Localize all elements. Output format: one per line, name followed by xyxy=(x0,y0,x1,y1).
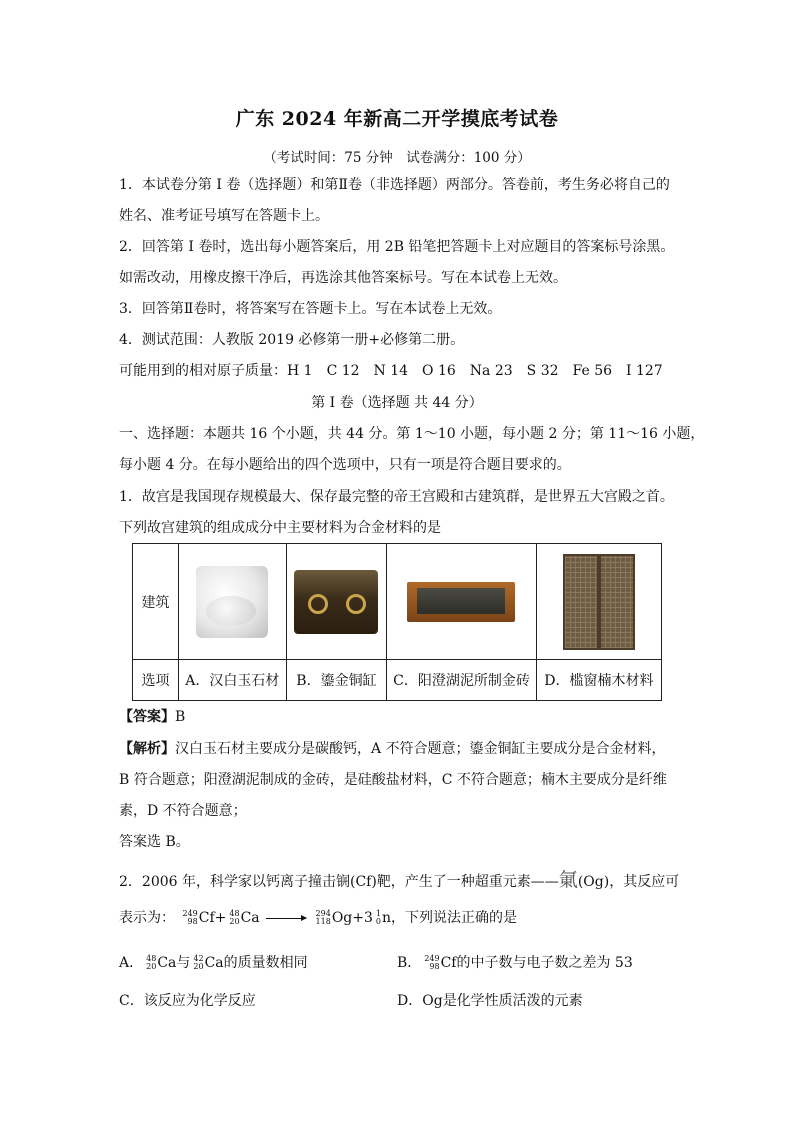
q2-option-a xyxy=(119,952,308,972)
q2-stem-text: ，下列说法正确的是 xyxy=(391,910,518,926)
mass-number: 48 xyxy=(146,954,157,963)
element-symbol: Og xyxy=(331,910,353,926)
q1-stem: 下列故宫建筑的组成成分中主要材料为合金材料的是 xyxy=(119,520,441,536)
q1-stem: 1．故宫是我国现存规模最大、保存最完整的帝王宫殿和古建筑群，是世界五大宫殿之首。 xyxy=(119,489,674,505)
lattice-window-image xyxy=(563,554,635,650)
vat-handle-ring xyxy=(346,594,366,614)
option-d: D．槛窗楠木材料 xyxy=(536,660,661,701)
atomic-number: 20 xyxy=(193,962,204,971)
option-letter: A． xyxy=(119,955,144,971)
mass-number: 249 xyxy=(182,909,198,918)
q2-stem-text: 表示为： xyxy=(119,910,175,926)
option-text: 的质量数相同 xyxy=(223,955,308,971)
nuclide xyxy=(146,955,176,971)
instruction-line: 3．回答第Ⅱ卷时，将答案写在答题卡上。写在本试卷上无效。 xyxy=(119,301,502,317)
option-letter: D． xyxy=(397,993,423,1009)
mass-number: 42 xyxy=(193,954,204,963)
answer-value: B xyxy=(175,709,186,725)
answer-label: 【答案】 xyxy=(119,709,175,725)
section-intro: 一、选择题：本题共 16 个小题，共 44 分。第 1～10 小题，每小题 2 分；第 11～16 小题， xyxy=(119,426,705,442)
row-label-option: 选项 xyxy=(133,660,179,701)
element-symbol: Ca xyxy=(204,955,224,971)
atomic-number: 118 xyxy=(315,917,331,926)
nuclide-og xyxy=(316,908,353,928)
element-symbol: n xyxy=(382,910,392,926)
nuclide-cf xyxy=(182,908,214,928)
instruction-line: 1．本试卷分第 I 卷（选择题）和第Ⅱ卷（非选择题）两部分。答卷前，考生务必将自己的 xyxy=(119,177,670,193)
element-symbol: Og xyxy=(422,993,443,1009)
section-heading: 第 I 卷（选择题 共 44 分） xyxy=(311,395,483,411)
option-text: 与 xyxy=(176,955,191,971)
vat-handle-ring xyxy=(308,594,328,614)
neutron-coefficient: 3 xyxy=(364,910,373,926)
element-symbol: Ca xyxy=(157,955,177,971)
q2-option-d xyxy=(397,990,583,1010)
q1-conclusion: 答案选 B。 xyxy=(119,834,190,850)
gold-brick-image xyxy=(407,582,515,622)
q1-analysis-line: 素，D 不符合题意； xyxy=(119,803,247,819)
gilded-bronze-vat-image xyxy=(294,570,378,634)
instruction-line: 姓名、准考证号填写在答题卡上。 xyxy=(119,208,329,224)
option-c: C．阳澄湖泥所制金砖 xyxy=(387,660,537,701)
mass-number: 48 xyxy=(229,909,240,918)
q2-stem-text: 2．2006 年，科学家以钙离子撞击锎(Cf)靶，产生了一种超重元素—— xyxy=(119,874,559,890)
instruction-line: 如需改动，用橡皮擦干净后，再选涂其他答案标号。写在本试卷上无效。 xyxy=(119,270,567,286)
q2-reaction-line: 表示为： 249 98 Cf+ 48 20 Ca 294 118 Og+3 1 0 n，下列说法正确的是 xyxy=(119,909,518,926)
analysis-text: 汉白玉石材主要成分是碳酸钙，A 不符合题意；鎏金铜缸主要成分是合金材料， xyxy=(175,741,666,757)
analysis-label: 【解析】 xyxy=(119,741,175,757)
marble-lion-image xyxy=(196,566,268,638)
instruction-line: 4．测试范围：人教版 2019 必修第一册+必修第二册。 xyxy=(119,332,465,348)
q1-answer xyxy=(119,707,679,727)
nuclide-n xyxy=(376,908,391,928)
option-a: A．汉白玉石材 xyxy=(178,660,286,701)
atomic-number: 98 xyxy=(187,917,198,926)
q1-analysis-line: B 符合题意；阳澄湖泥制成的金砖，是硅酸盐材料，C 不符合题意；楠木主要成分是纤维 xyxy=(119,772,667,788)
mass-number: 249 xyxy=(424,954,440,963)
nuclide xyxy=(424,955,456,971)
mass-number: 1 xyxy=(375,909,382,918)
nuclide-ca xyxy=(229,908,259,928)
nuclide xyxy=(193,955,223,971)
q2-stem-text: (Og)，其反应可 xyxy=(577,874,680,890)
mass-number: 294 xyxy=(315,909,331,918)
element-symbol: Cf xyxy=(198,910,215,926)
q2-stem xyxy=(119,870,679,892)
option-text: 的中子数与电子数之差为 53 xyxy=(456,955,633,971)
option-b: B．鎏金铜缸 xyxy=(286,660,386,701)
q1-options-table xyxy=(132,543,662,701)
row-label-building: 建筑 xyxy=(133,544,179,660)
element-symbol: Cf xyxy=(440,955,457,971)
q1-analysis xyxy=(119,739,679,759)
image-cell-c xyxy=(387,544,537,660)
option-text: 是化学性质活泼的元素 xyxy=(442,993,583,1009)
reaction-arrow xyxy=(266,918,306,919)
image-cell-d xyxy=(536,544,661,660)
instruction-line: 2．回答第 I 卷时，选出每小题答案后，用 2B 铅笔把答题卡上对应题目的答案标号涂黑。 xyxy=(119,239,675,255)
oganesson-char: 氭 xyxy=(558,869,578,891)
section-intro: 每小题 4 分。在每小题给出的四个选项中，只有一项是符合题目要求的。 xyxy=(119,457,571,473)
image-cell-b xyxy=(286,544,386,660)
atomic-number: 0 xyxy=(375,917,382,926)
q2-option-c: C．该反应为化学反应 xyxy=(119,993,256,1009)
image-cell-a xyxy=(178,544,286,660)
option-letter: B． xyxy=(397,955,422,971)
page-title: 广东 2024 年新高二开学摸底考试卷 xyxy=(235,108,559,130)
atomic-number: 20 xyxy=(146,962,157,971)
atomic-number: 98 xyxy=(429,962,440,971)
atomic-number: 20 xyxy=(229,917,240,926)
element-symbol: Ca xyxy=(240,910,260,926)
q2-option-b xyxy=(397,952,633,972)
atomic-masses-line: 可能用到的相对原子质量：H 1 C 12 N 14 O 16 Na 23 S 32 Fe 56 I 127 xyxy=(119,363,663,379)
exam-info: （考试时间：75 分钟 试卷满分：100 分） xyxy=(263,150,531,166)
